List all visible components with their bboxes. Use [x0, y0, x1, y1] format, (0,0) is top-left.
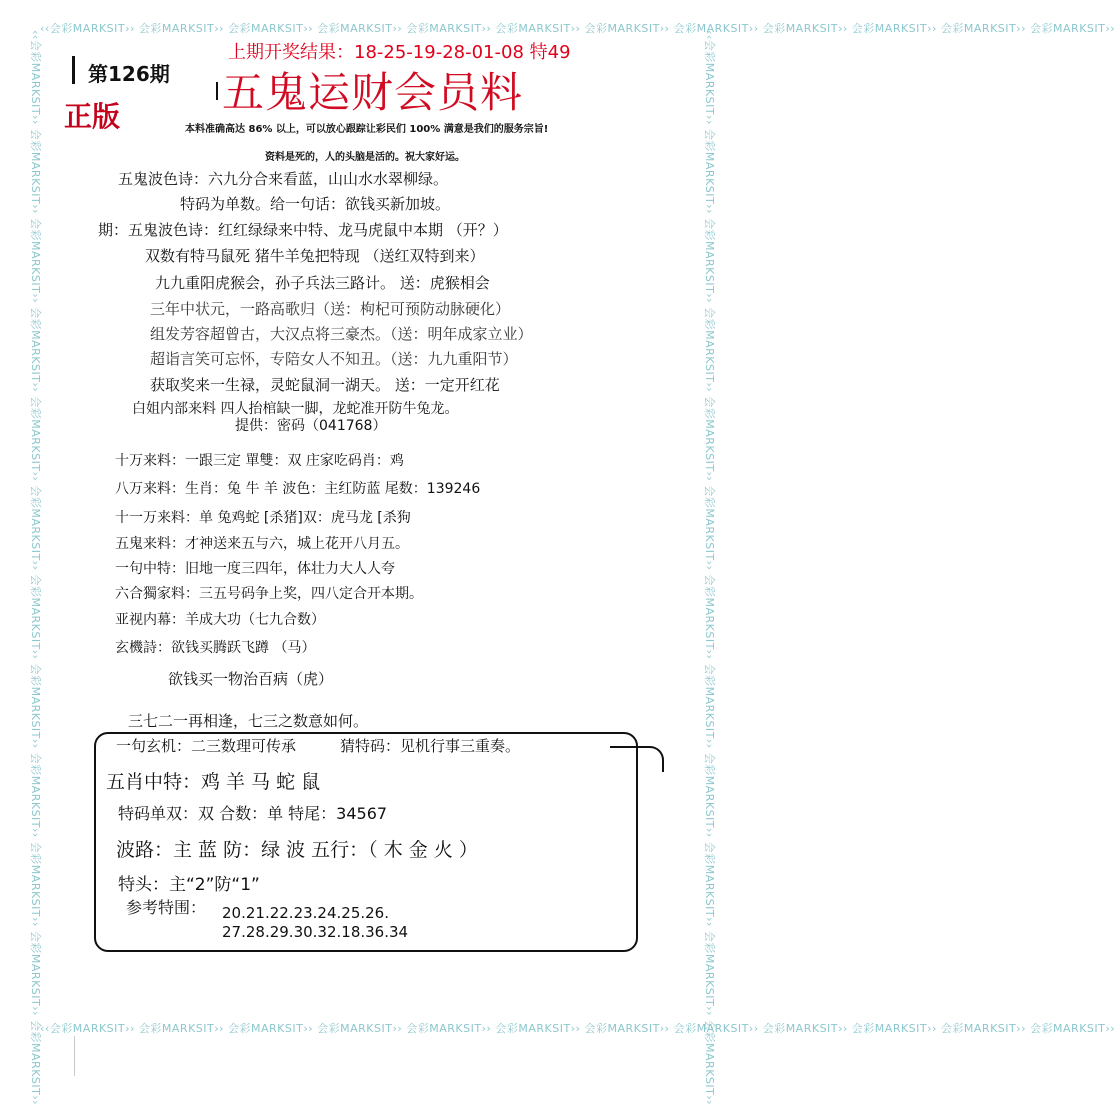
- source-line-8: 玄機詩：欲钱买腾跃飞蹲 （马）: [115, 640, 316, 656]
- guess-line: 猜特码：见机行事三重奏。: [340, 737, 521, 755]
- poem-line-6: 三年中状元，一路高歌归（送：枸杞可预防动脉硬化）: [150, 300, 511, 318]
- issue-number: 第126期: [88, 62, 170, 86]
- reference-label: 参考特围：: [126, 898, 207, 917]
- poem-line-2: 特码为单数。给一句话：欲钱买新加坡。: [180, 195, 451, 213]
- source-line-9: 欲钱买一物治百病（虎）: [168, 670, 334, 688]
- riddle-line: 一句玄机：二三数理可传承: [116, 737, 297, 755]
- slogan-line-1: 本料准确高达 86% 以上，可以放心跟踪让彩民们 100% 满意是我们的服务宗旨!: [185, 124, 549, 135]
- odd-even-line: 特码单双：双 合数：单 特尾：34567: [118, 804, 388, 823]
- poem-line-9: 获取奖来一生禄，灵蛇鼠洞一湖天。 送：一定开红花: [150, 376, 500, 394]
- five-zodiac-line: 五肖中特：鸡 羊 马 蛇 鼠: [106, 771, 321, 793]
- poem-line-10: 白姐内部来料 四人抬棺缺一脚，龙蛇准开防牛兔龙。: [132, 401, 459, 417]
- source-line-7: 亚视内幕：羊成大功（七九合数）: [115, 612, 325, 628]
- title-bar: [216, 82, 218, 100]
- source-line-6: 六合獨家料：三五号码争上奖，四八定合开本期。: [115, 586, 423, 602]
- watermark-bottom: ‹‹会彩MARKSIT›› 会彩MARKSIT›› 会彩MARKSIT›› 会彩MARKSIT›› 会彩MARKSIT›› 会彩MARKSIT›› 会彩MARKSIT›› 会彩MARKSIT›› 会彩MARKSIT›› 会彩MARKSIT›› 会彩MARKSIT›› 会彩MARKSIT››: [40, 1022, 1115, 1035]
- genuine-stamp: 正版: [64, 100, 121, 133]
- source-line-1: 十万来料：一跟三定 單雙：双 庄家吃码肖：鸡: [115, 453, 404, 469]
- last-result: 上期开奖结果：18-25-19-28-01-08 特49: [228, 42, 571, 63]
- slogan-line-2: 资料是死的，人的头脑是活的。祝大家好运。: [265, 152, 465, 163]
- source-line-2: 八万来料：生肖：兔 牛 羊 波色：主红防蓝 尾数：139246: [115, 481, 481, 497]
- watermark-left: ‹‹会彩MARKSIT›› 会彩MARKSIT›› 会彩MARKSIT›› 会彩MARKSIT›› 会彩MARKSIT›› 会彩MARKSIT›› 会彩MARKSIT›› 会彩MARKSIT›› 会彩MARKSIT›› 会彩MARKSIT›› 会彩MARKSIT›› 会彩MARKSIT››: [29, 30, 42, 1105]
- issue-rule: [72, 56, 75, 84]
- poem-line-1: 五鬼波色诗：六九分合来看蓝，山山水水翠柳绿。: [118, 170, 449, 188]
- reference-row-1: 20.21.22.23.24.25.26.: [222, 904, 389, 922]
- poem-line-3: 期：五鬼波色诗：红红绿绿来中特、龙马虎鼠中本期 （开？）: [98, 221, 508, 239]
- watermark-top: ‹‹会彩MARKSIT›› 会彩MARKSIT›› 会彩MARKSIT›› 会彩MARKSIT›› 会彩MARKSIT›› 会彩MARKSIT›› 会彩MARKSIT›› 会彩MARKSIT›› 会彩MARKSIT›› 会彩MARKSIT›› 会彩MARKSIT›› 会彩MARKSIT››: [40, 22, 1115, 35]
- page-title: 五鬼运财会员料: [222, 68, 524, 117]
- poem-line-5: 九九重阳虎猴会，孙子兵法三路计。 送：虎猴相会: [155, 274, 490, 292]
- poem-line-4: 双数有特马鼠死 猪牛羊兔把特现 （送红双特到来）: [145, 247, 485, 265]
- poem-line-7: 组发芳容超曾古，大汉点将三豪杰。（送：明年成家立业）: [150, 325, 533, 343]
- watermark-right: ‹‹会彩MARKSIT›› 会彩MARKSIT›› 会彩MARKSIT›› 会彩MARKSIT›› 会彩MARKSIT›› 会彩MARKSIT›› 会彩MARKSIT›› 会彩MARKSIT›› 会彩MARKSIT›› 会彩MARKSIT›› 会彩MARKSIT›› 会彩MARKSIT››: [703, 30, 716, 1105]
- reference-row-2: 27.28.29.30.32.18.36.34: [222, 923, 409, 941]
- source-line-5: 一句中特：旧地一度三四年，体壮力大人人夸: [115, 561, 395, 577]
- poem-line-8: 超诣言笑可忘怀，专陪女人不知丑。（送：九九重阳节）: [150, 350, 518, 368]
- head-line: 特头：主“2”防“1”: [118, 875, 260, 895]
- summary-box-corner: [610, 746, 664, 772]
- source-line-3: 十一万来料：单 兔鸡蛇 [杀猪]双：虎马龙 [杀狗: [115, 510, 411, 526]
- source-line-4: 五鬼来料：才神送来五与六，城上花开八月五。: [115, 536, 409, 552]
- source-line-10: 三七二一再相逢，七三之数意如何。: [128, 712, 369, 730]
- edge-mark: [74, 1036, 75, 1076]
- wave-line: 波路：主 蓝 防：绿 波 五行：（ 木 金 火 ）: [116, 839, 478, 861]
- poem-line-11: 提供：密码（041768）: [235, 418, 387, 434]
